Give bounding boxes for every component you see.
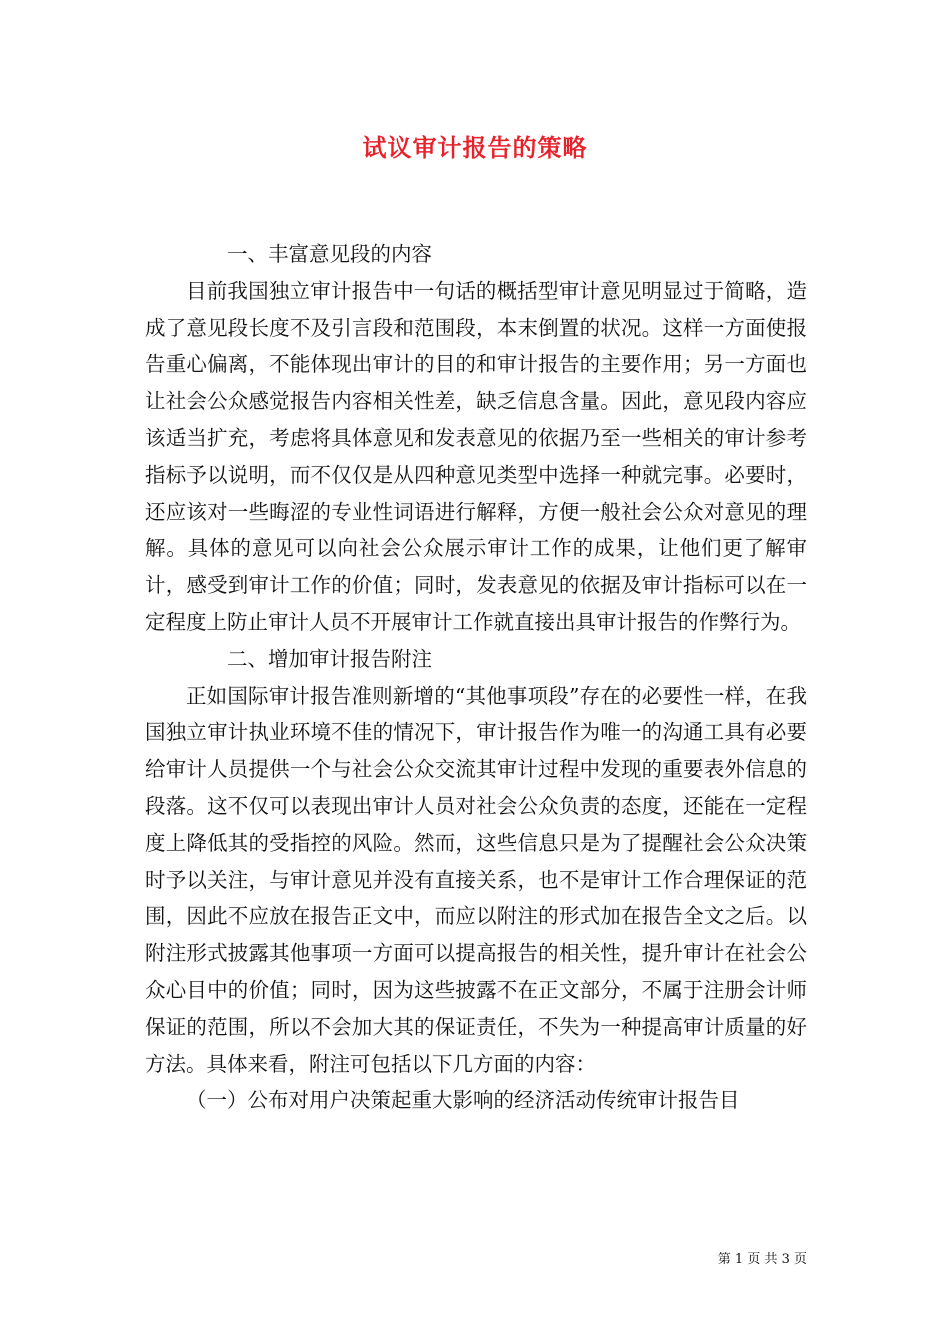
- section-heading-2: 二、增加审计报告附注: [227, 646, 432, 671]
- paragraph-3: （一）公布对用户决策起重大影响的经济活动传统审计报告目: [186, 1088, 740, 1113]
- document-body: [145, 236, 807, 1119]
- document-title: 试议审计报告的策略: [362, 133, 588, 162]
- section-heading-1: 一、丰富意见段的内容: [227, 242, 432, 266]
- paragraph-2: 正如国际审计报告准则新增的“其他事项段”存在的必要性一样，在我国独立审计执业环境不佳的情况下，审计报告作为唯一的沟通工具有必要给审计人员提供一个与社会公众交流其审计过程中发现的重要表外信息的段落。这不仅可以表现出审计人员对社会公众负责的态度，还能在一定程度上降低其的受指控的风险。然而，这些信息只是为了提醒社会公众决策时予以关注，与审计意见并没有直接关系，也不是审计工作合理保证的范围，因此不应放在报告正文中，而应以附注的形式加在报告全文之后。以附注形式披露其他事项一方面可以提高报告的相关性，提升审计在社会公众心目中的价值；同时，因为这些披露不在正文部分，不属于注册会计师保证的范围，所以不会加大其的保证责任，不失为一种提高审计质量的好方法。具体来看，附注可包括以下几方面的内容：: [145, 683, 807, 1076]
- paragraph-1: 目前我国独立审计报告中一句话的概括型审计意见明显过于简略，造成了意见段长度不及引言段和范围段，本末倒置的状况。这样一方面使报告重心偏离，不能体现出审计的目的和审计报告的主要作用；另一方面也让社会公众感觉报告内容相关性差，缺乏信息含量。因此，意见段内容应该适当扩充，考虑将具体意见和发表意见的依据乃至一些相关的审计参考指标予以说明，而不仅仅是从四种意见类型中选择一种就完事。必要时，还应该对一些晦涩的专业性词语进行解释，方便一般社会公众对意见的理解。具体的意见可以向社会公众展示审计工作的成果，让他们更了解审计，感受到审计工作的价值；同时，发表意见的依据及审计指标可以在一定程度上防止审计人员不开展审计工作就直接出具审计报告的作弊行为。: [145, 278, 807, 634]
- page-number-footer: 第 1 页 共 3 页: [717, 1252, 807, 1267]
